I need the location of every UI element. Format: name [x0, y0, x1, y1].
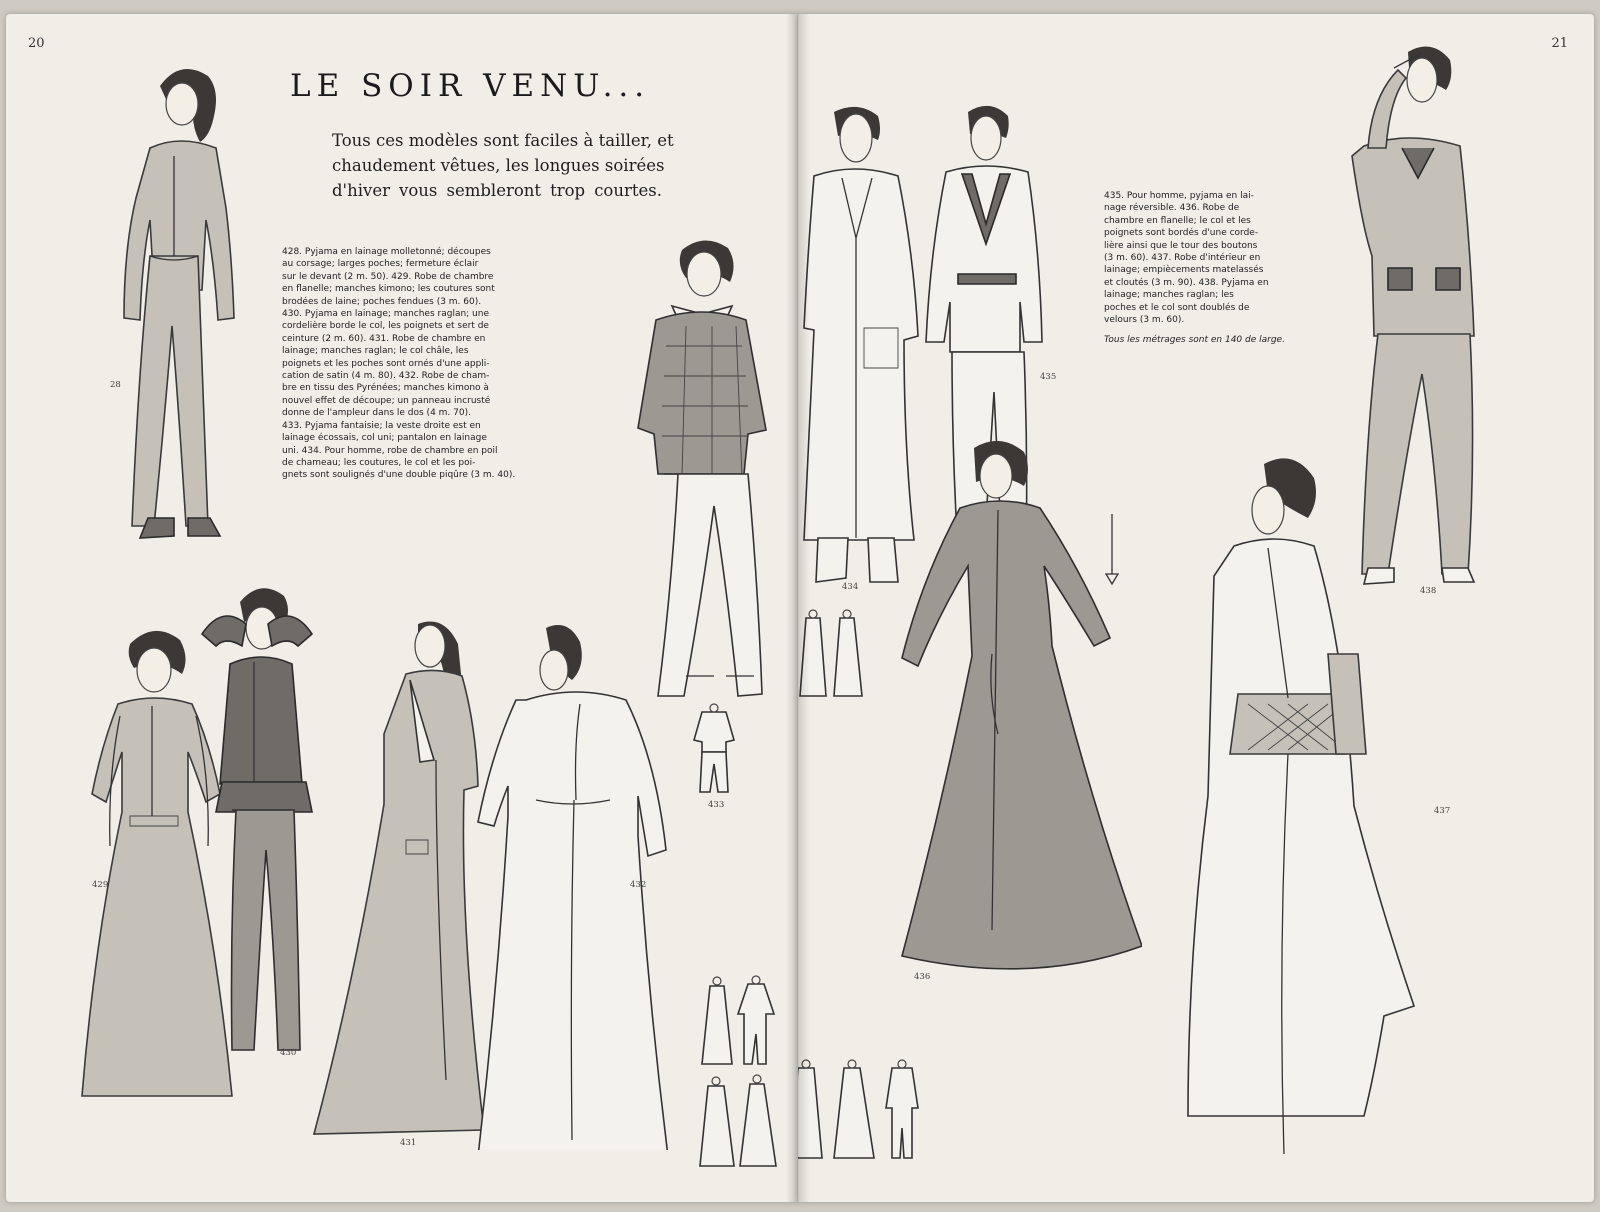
description-line: chambre en flanelle; le col et les: [1104, 215, 1251, 226]
left-page: [6, 14, 798, 1202]
intro-line: d'hiver vous sembleront trop courtes.: [332, 181, 662, 200]
description-line: lainage; manches raglan; le col châle, les: [282, 346, 469, 357]
description-line: 435. Pour homme, pyjama en lai-: [1104, 191, 1254, 201]
flat-sketches-bottom: [798, 1058, 938, 1168]
description-line: donne de l'ampleur dans le dos (4 m. 70).: [282, 408, 471, 419]
figure-428-pyjama: [90, 56, 260, 556]
page-number-right: 21: [1551, 36, 1568, 51]
intro-line: Tous ces modèles sont faciles à tailler, et: [332, 131, 674, 150]
figure-438-pyjama: [1318, 38, 1508, 598]
description-line: en flanelle; manches kimono; les coutures sont: [282, 284, 495, 295]
description-line: 433. Pyjama fantaisie; la veste droite est en: [282, 420, 481, 431]
figure-label: 435: [1040, 372, 1057, 382]
description-line: bre en tissu des Pyrénées; manches kimono à: [282, 383, 489, 394]
figure-label: 438: [1420, 586, 1437, 596]
description-left: [282, 246, 515, 482]
description-line: poignets sont bordés d'une corde-: [1104, 228, 1259, 239]
page-title: LE SOIR VENU...: [290, 68, 651, 104]
description-line: 428. Pyjama en lainage molletonné; découpes: [282, 247, 491, 257]
description-line: sur le devant (2 m. 50). 429. Robe de chambre: [282, 271, 494, 282]
description-line: velours (3 m. 60).: [1104, 315, 1185, 326]
description-line: et cloutés (3 m. 90). 438. Pyjama en: [1104, 277, 1269, 288]
page-number-left: 20: [28, 36, 45, 51]
description-line: 430. Pyjama en lainage; manches raglan; une: [282, 309, 490, 320]
figure-432-robe: [476, 620, 686, 1150]
right-page: [798, 14, 1594, 1202]
description-line: gnets sont soulignés d'une double piqûre (3 m. 40).: [282, 470, 516, 481]
description-line: (3 m. 60). 437. Robe d'intérieur en: [1104, 253, 1261, 264]
figure-label: 430: [280, 1048, 297, 1058]
description-line: uni. 434. Pour homme, robe de chambre en poil: [282, 445, 498, 456]
description-line: nouvel effet de découpe; un panneau incrusté: [282, 395, 491, 406]
description-right: [1104, 190, 1285, 347]
flat-sketch-433: [690, 702, 738, 794]
figure-label: 436: [914, 972, 931, 982]
description-line: cordelière borde le col, les poignets et sert de: [282, 321, 489, 332]
description-line: lainage; manches raglan; les: [1104, 290, 1234, 301]
intro-text: [332, 128, 674, 203]
description-line: au corsage; larges poches; fermeture éclair: [282, 259, 479, 270]
yardage-note: Tous les métrages sont en 140 de large.: [1104, 335, 1285, 346]
intro-line: chaudement vêtues, les longues soirées: [332, 156, 665, 175]
figure-label: 432: [630, 880, 647, 890]
figure-label: 437: [1434, 806, 1451, 816]
description-line: de chameau; les coutures, le col et les poi-: [282, 457, 476, 468]
description-line: lainage écossais, col uni; pantalon en lainage: [282, 433, 487, 444]
description-line: nage réversible. 436. Robe de: [1104, 203, 1240, 214]
figure-label: 429: [92, 880, 109, 890]
flat-sketches-group: [696, 974, 786, 1174]
description-line: brodées de laine; poches fendues (3 m. 60).: [282, 296, 482, 307]
figure-label: 431: [400, 1138, 417, 1148]
figure-label: 433: [708, 800, 725, 810]
description-line: poignets et les poches sont ornés d'une appli-: [282, 358, 490, 369]
figure-label: 28: [110, 380, 121, 390]
figure-436-robe-candle: [842, 434, 1142, 994]
description-line: lière ainsi que le tour des boutons: [1104, 240, 1258, 251]
figure-431-robe: [306, 610, 496, 1150]
description-line: cation de satin (4 m. 80). 432. Robe de cham-: [282, 371, 490, 382]
description-line: ceinture (2 m. 60). 431. Robe de chambre en: [282, 333, 486, 344]
description-line: lainage; empiècements matelassés: [1104, 265, 1264, 276]
description-line: poches et le col sont doublés de: [1104, 302, 1250, 313]
figure-label: 434: [842, 582, 859, 592]
